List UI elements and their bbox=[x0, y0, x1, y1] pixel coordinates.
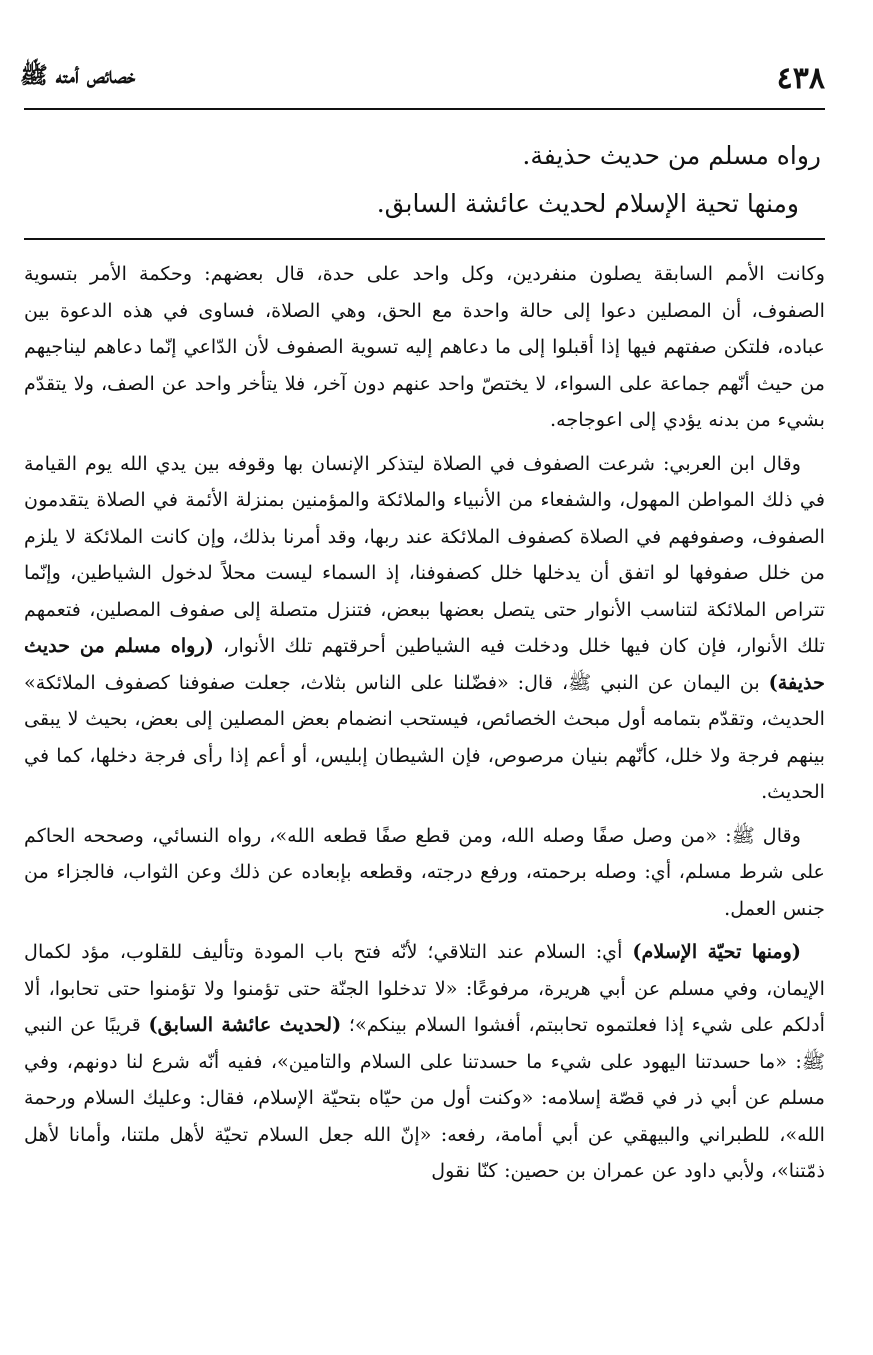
matn-quote-bold: (رواه مسلم من حديث حذيفة) bbox=[24, 634, 825, 694]
commentary-paragraph bbox=[24, 446, 825, 811]
commentary-span: قريبًا عن النبي ﷺ: «ما حسدتنا اليهود على شيء ما حسدتنا على السلام والتامين»، ففيه أنّه شرع لنا دونهم، وفي مسلم عن أبي ذر في قصّة إسلامه: «وكنت أول من حيّاه بتحيّة الإسلام، فقال: وعليك السلام ورحمة الله»، للطبراني والبيهقي عن أبي أمامة، رفعه: «إنّ الله جعل السلام تحيّة لأهل ملتنا، وأمانا لأهل ذمّتنا»، ولأبي داود عن عمران بن حصين: كنّا نقول bbox=[24, 1013, 825, 1182]
commentary-paragraph bbox=[24, 934, 825, 1190]
header-rule bbox=[24, 108, 825, 110]
matn-line: رواه مسلم من حديث حذيفة. bbox=[522, 141, 821, 170]
commentary-text bbox=[24, 256, 825, 1197]
commentary-span: أي: السلام عند التلاقي؛ لأنّه فتح باب المودة وتأليف للقلوب، مؤد لكمال الإيمان، وفي مسلم عن أبي هريرة، مرفوعًا: «لا تدخلوا الجنّة حتى تؤمنوا ولا تؤمنوا حتى تحابوا، ألا أدلكم على شيء إذا فعلتموه تحاببتم، أفشوا السلام بينكم»؛ bbox=[24, 940, 825, 1036]
commentary-span: وقال ابن العربي: شرعت الصفوف في الصلاة ليتذكر الإنسان بها وقوفه بين يدي الله يوم القيامة في ذلك المواطن المهول، والشفعاء من الأنبياء والملائكة والمؤمنين بمنزلة الأئمة في الصلاة يتقدمون الصفوف، وصفوفهم في الصلاة كصفوف الملائكة عند ربها، وقد أمرنا بذلك، وإن كانت الملائكة لا يلزم من خلل صفوفها لو اتفق أن يدخلها خلل كصفوفنا، إذ السماء ليست محلاً لدخول الشياطين، وإنّما تتراص الملائكة لتناسب الأنوار حتى يتصل بعضها ببعض، فتنزل متصلة إلى صفوف المصلين، فتعمهم تلك الأنوار، فإن كان فيها خلل ودخلت فيه الشياطين أحرقتهم تلك الأنوار، bbox=[24, 451, 825, 657]
matn-text bbox=[24, 132, 821, 228]
matn-quote-bold: (لحديث عائشة السابق) bbox=[148, 1013, 342, 1036]
commentary-span: بن اليمان عن النبي ﷺ، قال: «فضّلنا على الناس بثلاث، جعلت صفوفنا كصفوف الملائكة» الحديث، وتقدّم بتمامه أول مبحث الخصائص، فيستحب انضمام بعض المصلين إلى بعض، بحيث لا يبقى بينهم فرجة ولا خلل، كأنّهم بنيان مرصوص، فإن الشيطان إبليس، أو أعم إذا رأى فرجة دخلها، كما في الحديث. bbox=[24, 670, 825, 803]
commentary-paragraph: وكانت الأمم السابقة يصلون منفردين، وكل واحد على حدة، قال بعضهم: وحكمة الأمر بتسوية الصفوف، أن المصلين دعوا إلى حالة واحدة مع الحق، وهي الصلاة، فساوى في هذه الدعوة بين عباده، فلتكن صفتهم فيها إذا أقبلوا إلى ما دعاهم إليه تسوية الصفوف لأن الدّاعي إنّما دعاهم ليناجيهم من حيث أنّهم جماعة على السواء، لا يختصّ واحد عنهم دون آخر، فلا يتأخر واحد عن الصف، ولا يتقدّم بشيء من بدنه يؤدي إلى اعوجاجه. bbox=[24, 262, 825, 431]
commentary-paragraph: وقال ﷺ: «من وصل صفًا وصله الله، ومن قطع صفًا قطعه الله»، رواه النسائي، وصححه الحاكم على شرط مسلم، أي: وصله برحمته، ورفع درجته، وقطعه بإبعاده عن ذلك وعن الثواب، فالجزاء من جنس العمل. bbox=[24, 823, 825, 920]
running-title: خصائص أمته ﷺ bbox=[20, 62, 136, 89]
page-header bbox=[20, 58, 825, 98]
page-number: ٤٣٨ bbox=[776, 60, 825, 96]
matn-line: ومنها تحية الإسلام لحديث عائشة السابق. bbox=[376, 189, 799, 218]
matn-commentary-divider bbox=[24, 238, 825, 240]
matn-quote-bold: (ومنها تحيّة الإسلام) bbox=[632, 940, 801, 963]
